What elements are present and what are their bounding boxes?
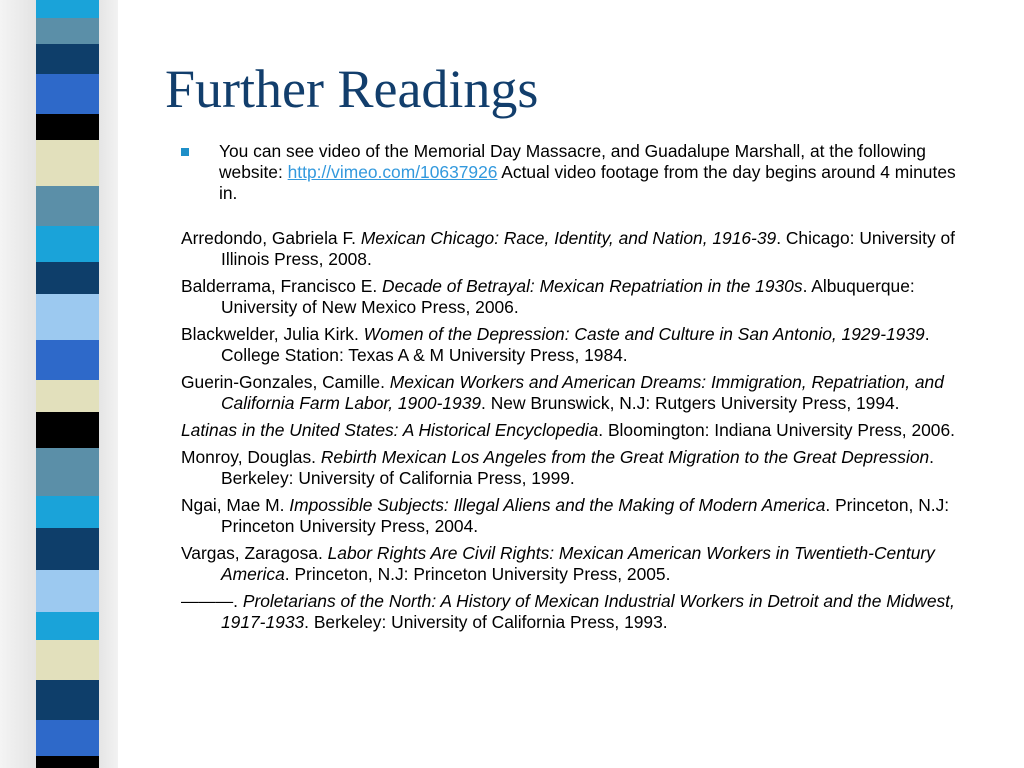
stripe-block: [36, 528, 99, 570]
stripe-block: [36, 720, 99, 756]
stripe-block: [36, 44, 99, 74]
reference-author: Guerin-Gonzales, Camille.: [181, 372, 390, 392]
reference-title: Mexican Workers and American Dreams: Immigration, Repatriation, and California Farm Labor, 1900-1939: [221, 372, 944, 413]
slide-title: Further Readings: [165, 59, 539, 119]
stripe-block: [36, 18, 99, 44]
bullet-text: [219, 141, 959, 204]
stripe-block: [36, 294, 99, 340]
reference-author: Balderrama, Francisco E.: [181, 276, 383, 296]
stripe-block: [36, 570, 99, 612]
stripe-block: [36, 680, 99, 720]
reference-publisher: . Albuquerque: University of New Mexico Press, 2006.: [221, 276, 915, 317]
stripe-block: [36, 340, 99, 380]
reference-publisher: . Berkeley: University of California Press, 1993.: [304, 612, 668, 632]
reference-author: Vargas, Zaragosa.: [181, 543, 328, 563]
reference-item: [181, 543, 971, 585]
stripe-block: [36, 140, 99, 186]
stripe-block: [36, 412, 99, 448]
reference-author: Arredondo, Gabriela F.: [181, 228, 361, 248]
reference-title: Rebirth Mexican Los Angeles from the Great Migration to the Great Depression: [320, 447, 930, 467]
reference-item: [181, 591, 971, 633]
stripe-block: [36, 186, 99, 226]
reference-author: Blackwelder, Julia Kirk.: [181, 324, 364, 344]
reference-title: Mexican Chicago: Race, Identity, and Nation, 1916-39: [360, 228, 777, 248]
reference-publisher: . Bloomington: Indiana University Press, 2006.: [598, 420, 955, 440]
reference-publisher: . Princeton, N.J: Princeton University Press, 2004.: [221, 495, 950, 536]
reference-title: Impossible Subjects: Illegal Aliens and the Making of Modern America: [289, 495, 826, 515]
stripe-block: [36, 380, 99, 412]
stripe-block: [36, 262, 99, 294]
reference-title: Proletarians of the North: A History of Mexican Industrial Workers in Detroit and the Midwest, 1917-1933: [221, 591, 955, 632]
reference-publisher: . College Station: Texas A & M University Press, 1984.: [221, 324, 930, 365]
reference-item: [181, 324, 971, 366]
reference-item: [181, 228, 971, 270]
reference-publisher: . Chicago: University of Illinois Press, 2008.: [221, 228, 955, 269]
stripe-block: [36, 496, 99, 528]
reference-item: [181, 372, 971, 414]
bullet-text-after: Actual video footage from the day begins around 4 minutes in.: [219, 162, 956, 203]
stripe-block: [36, 640, 99, 680]
reference-item: [181, 276, 971, 318]
slide-body: [181, 141, 971, 639]
video-bullet: [181, 141, 971, 204]
vimeo-link[interactable]: http://vimeo.com/10637926: [287, 162, 498, 182]
reference-author: Ngai, Mae M.: [181, 495, 290, 515]
bullet-text-before: You can see video of the Memorial Day Massacre, and Guadalupe Marshall, at the following website:: [219, 141, 926, 182]
stripe-block: [36, 612, 99, 640]
reference-list: [181, 228, 971, 633]
reference-title: Labor Rights Are Civil Rights: Mexican American Workers in Twentieth-Century America: [221, 543, 935, 584]
reference-item: [181, 420, 971, 441]
reference-publisher: . Berkeley: University of California Press, 1999.: [221, 447, 935, 488]
stripe-block: [36, 0, 99, 18]
reference-title: Women of the Depression: Caste and Culture in San Antonio, 1929-1939: [363, 324, 925, 344]
decorative-stripe-band: [0, 0, 118, 768]
reference-author: Monroy, Douglas.: [181, 447, 321, 467]
reference-publisher: . Princeton, N.J: Princeton University Press, 2005.: [284, 564, 671, 584]
bullet-square-icon: [181, 148, 189, 156]
stripe-block: [36, 114, 99, 140]
color-block-column: [36, 0, 99, 768]
reference-title: Latinas in the United States: A Historical Encyclopedia: [181, 420, 599, 440]
stripe-block: [36, 226, 99, 262]
stripe-block: [36, 448, 99, 496]
stripe-block: [36, 756, 99, 768]
reference-author: ———.: [181, 591, 243, 611]
reference-item: [181, 447, 971, 489]
reference-publisher: . New Brunswick, N.J: Rutgers University Press, 1994.: [481, 393, 900, 413]
stripe-block: [36, 74, 99, 114]
reference-item: [181, 495, 971, 537]
reference-title: Decade of Betrayal: Mexican Repatriation in the 1930s: [382, 276, 803, 296]
